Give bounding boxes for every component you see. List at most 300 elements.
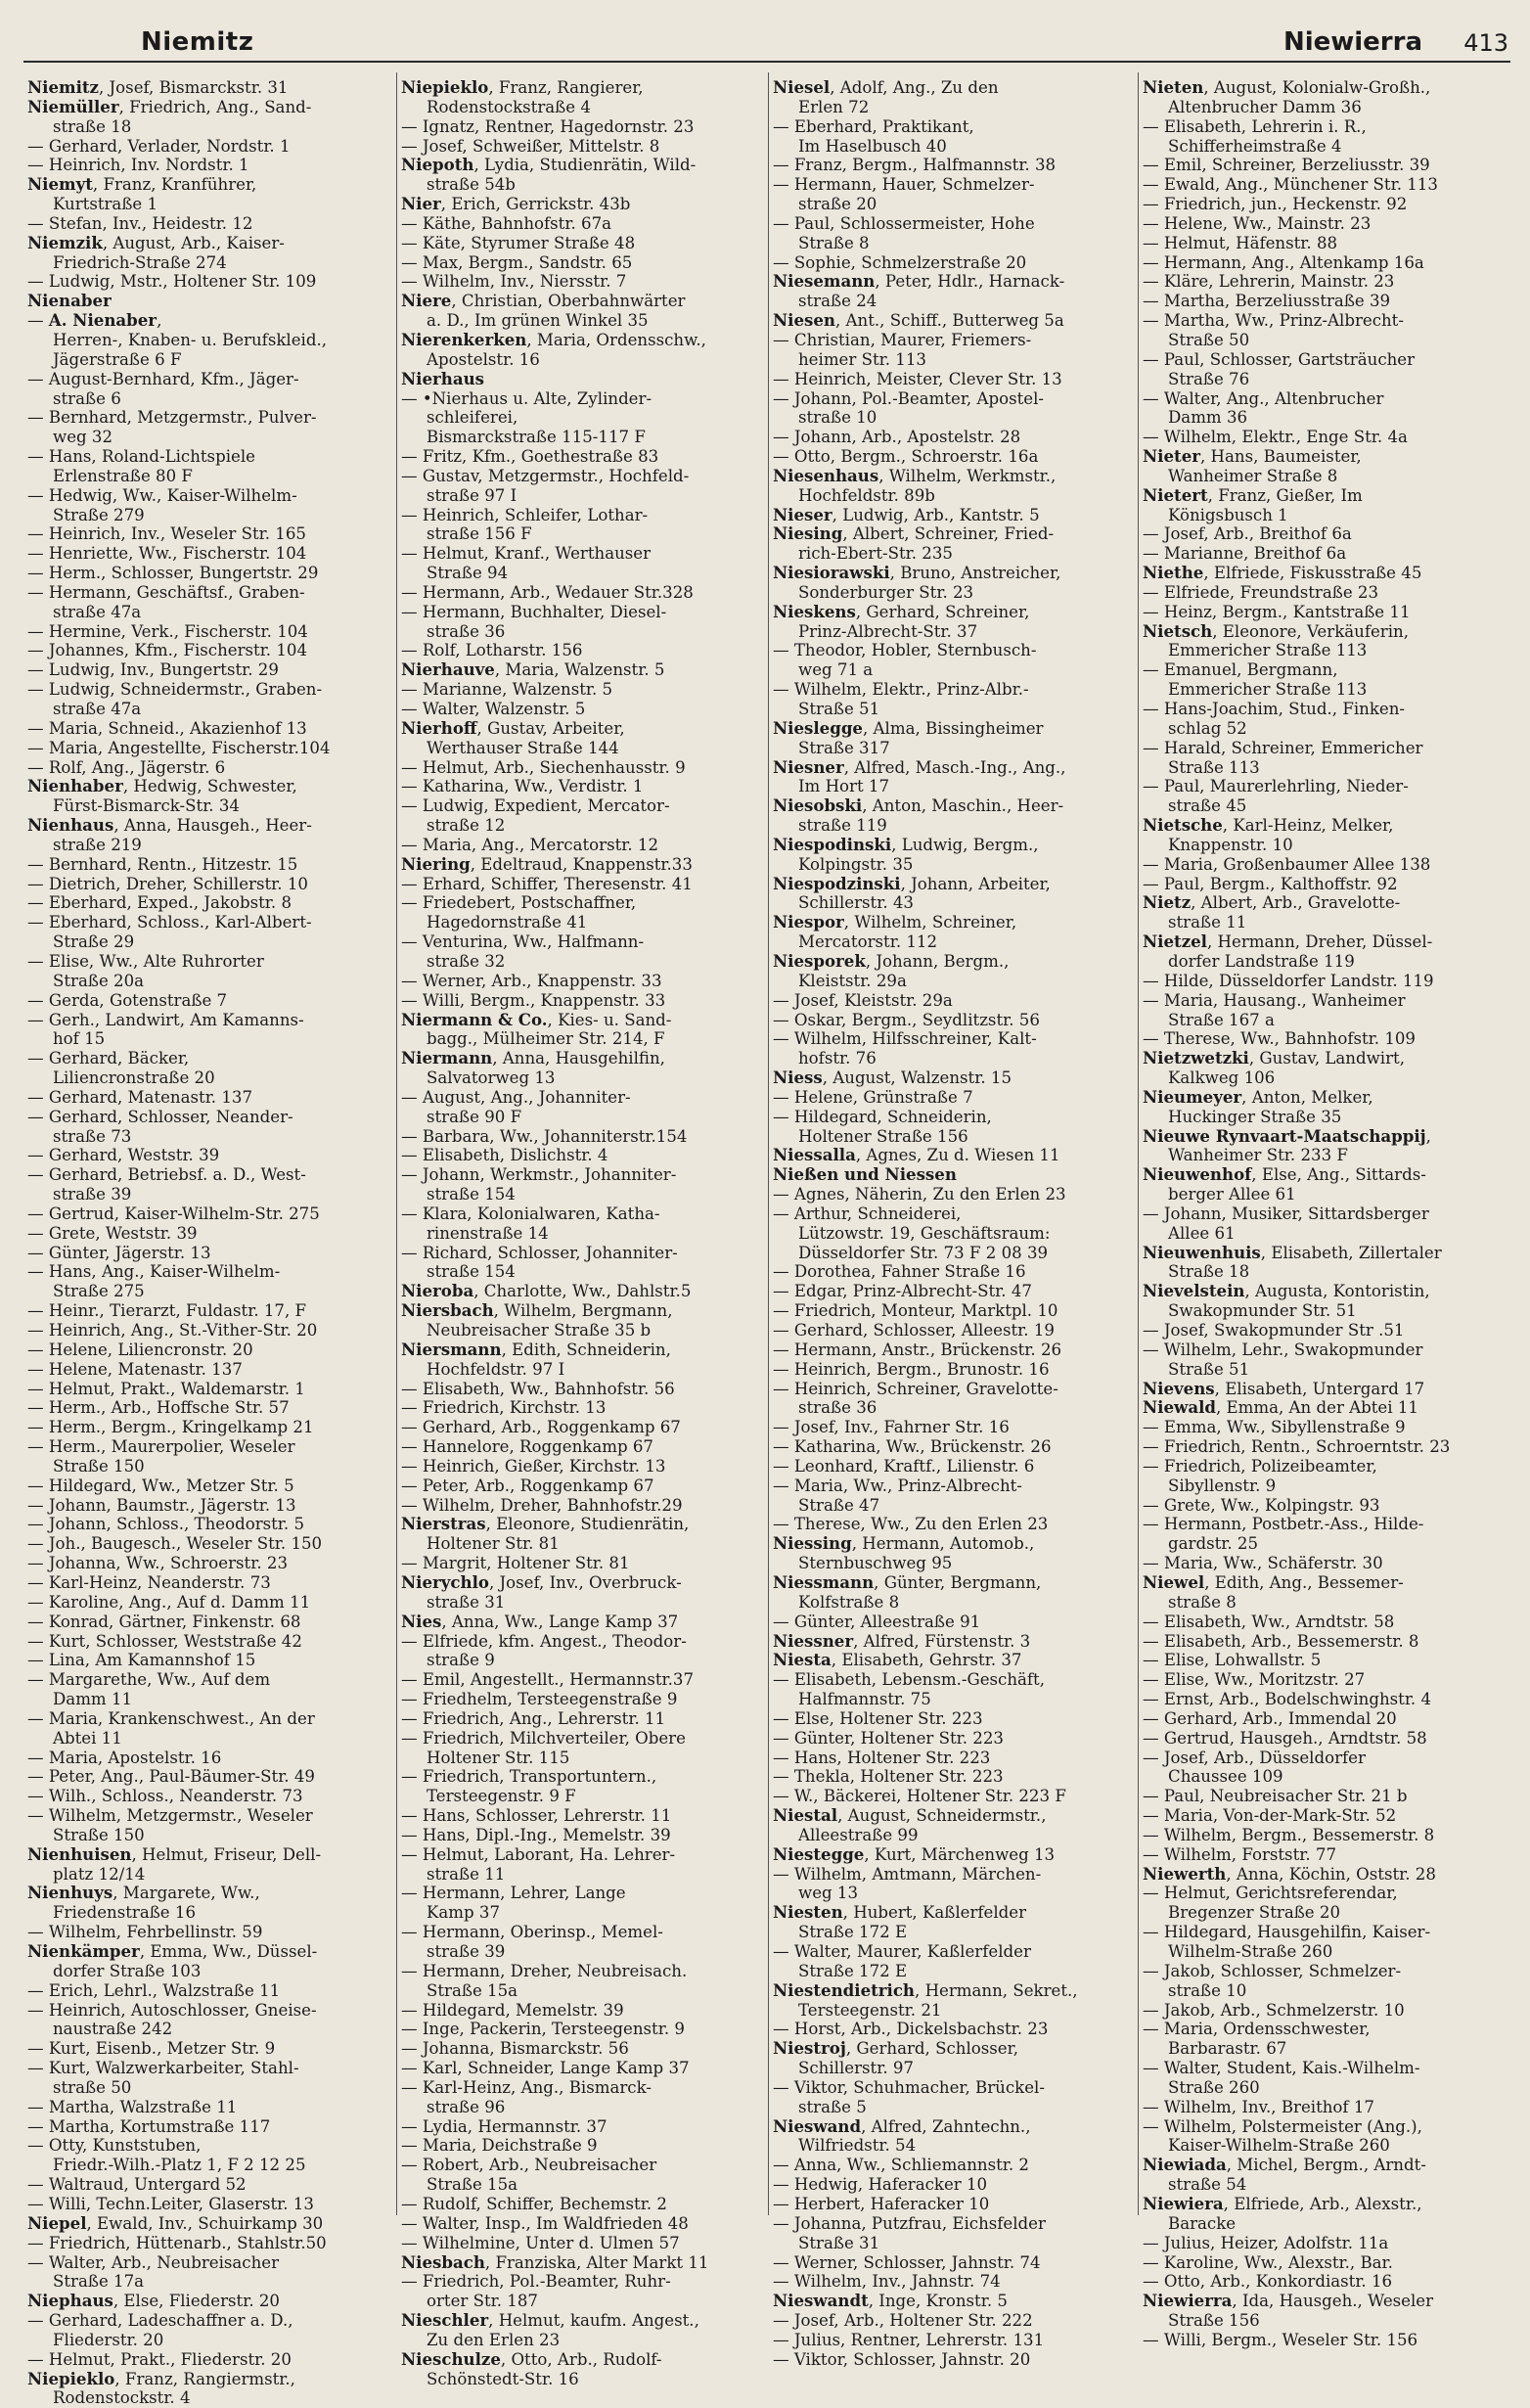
directory-entry-line: — Anna, Ww., Schliemannstr. 2 [773, 2156, 1029, 2175]
directory-entry-line: Niesen, Ant., Schiff., Butterweg 5a [773, 310, 1064, 331]
directory-entry-line: — Maria, Apostelstr. 16 [27, 1748, 222, 1767]
directory-entry-line: hofstr. 76 [798, 1049, 877, 1068]
directory-entry-line: Sibyllenstr. 9 [1168, 1476, 1277, 1495]
directory-entry-line: — Josef, Schweißer, Mittelstr. 8 [401, 136, 660, 156]
directory-entry-line: — Walter, Student, Kais.-Wilhelm- [1143, 2059, 1420, 2078]
directory-entry-line: — Werner, Schlosser, Jahnstr. 74 [773, 2252, 1041, 2272]
directory-entry-line: — Gerh., Landwirt, Am Kamanns- [27, 1010, 304, 1029]
directory-entry-line: straße 36 [427, 621, 506, 641]
directory-entry-line: — Johanna, Putzfrau, Eichsfelder [773, 2213, 1046, 2233]
directory-entry-line: hof 15 [53, 1029, 106, 1049]
directory-entry-line: — Walter, Maurer, Kaßlerfelder [773, 1942, 1031, 1961]
directory-entry-line: — Stefan, Inv., Heidestr. 12 [27, 213, 253, 233]
directory-entry-line: Erlenstraße 80 F [53, 466, 193, 485]
directory-entry-line: Schillerstr. 43 [798, 893, 914, 913]
directory-entry-line: Hagedornstraße 41 [427, 913, 588, 932]
directory-entry-line: dorfer Landstraße 119 [1168, 951, 1355, 971]
directory-entry-line: Straße 172 E [798, 1961, 908, 1980]
directory-entry-line: Allee 61 [1168, 1223, 1236, 1243]
directory-entry-line: — Martha, Kortumstraße 117 [27, 2116, 271, 2136]
directory-entry-line: Salvatorweg 13 [427, 1068, 556, 1088]
directory-entry-line: — Wilhelm, Elektr., Enge Str. 4a [1143, 428, 1408, 447]
directory-entry-line: — Käthe, Bahnhofstr. 67a [401, 213, 612, 233]
directory-entry-line: Kalkweg 106 [1168, 1068, 1276, 1088]
directory-entry-line: Niepoth, Lydia, Studienrätin, Wild- [401, 155, 697, 175]
directory-entry-line: — Julius, Heizer, Adolfstr. 11a [1143, 2233, 1389, 2252]
directory-entry-line: gardstr. 25 [1168, 1534, 1259, 1554]
directory-entry-line: — Heinr., Tierarzt, Fuldastr. 17, F [27, 1301, 307, 1321]
directory-entry-line: Straße 31 [798, 2233, 880, 2252]
directory-entry-line: — Theodor, Hobler, Sternbusch- [773, 641, 1037, 660]
directory-entry-line: — Josef, Kleiststr. 29a [773, 990, 953, 1010]
directory-entry-line: — Gerhard, Verlader, Nordstr. 1 [27, 136, 291, 156]
directory-entry-line: Holtener Str. 115 [427, 1748, 570, 1767]
directory-entry-line: Straße 76 [1168, 369, 1250, 388]
directory-entry-line: — Helene, Grünstraße 7 [773, 1087, 973, 1107]
directory-entry-line: Niere, Christian, Oberbahnwärter [401, 291, 686, 311]
directory-entry-line: straße 90 F [427, 1107, 522, 1126]
directory-entry-line: Niessner, Alfred, Fürstenstr. 3 [773, 1630, 1031, 1651]
directory-entry-line: — Maria, Hausang., Wanheimer [1143, 990, 1406, 1010]
directory-entry-line: — Maria, Ww., Schäferstr. 30 [1143, 1554, 1383, 1573]
directory-entry-line: Nienkämper, Emma, Ww., Düssel- [27, 1941, 318, 1961]
directory-entry-line: Niesobski, Anton, Maschin., Heer- [773, 795, 1064, 816]
directory-entry-line: Niewerth, Anna, Köchin, Oststr. 28 [1143, 1863, 1436, 1884]
directory-entry-line: Rodenstockstraße 4 [427, 97, 591, 116]
directory-entry-line: Niesing, Albert, Schreiner, Fried- [773, 523, 1055, 544]
directory-entry-line: Nietert, Franz, Gießer, Im [1143, 484, 1363, 505]
directory-entry-line: Damm 36 [1168, 408, 1248, 428]
directory-entry-line: — Helmut, Laborant, Ha. Lehrer- [401, 1844, 676, 1864]
directory-entry-line: Fürst-Bismarck-Str. 34 [53, 796, 240, 816]
directory-entry-line: — Herm., Schlosser, Bungertstr. 29 [27, 564, 319, 583]
directory-entry-line: Nieser, Ludwig, Arb., Kantstr. 5 [773, 504, 1040, 524]
directory-entry-line: Herren-, Knaben- u. Berufskleid., [53, 330, 327, 349]
directory-entry-line: — Else, Holtener Str. 223 [773, 1708, 983, 1728]
directory-entry-line: — Marianne, Walzenstr. 5 [401, 680, 613, 700]
directory-entry-line: Nienhuys, Margarete, Ww., [27, 1883, 260, 1903]
directory-entry-line: — Friedebert, Postschaffner, [401, 893, 637, 913]
directory-entry-line: — Gerda, Gotenstraße 7 [27, 990, 228, 1010]
directory-entry-line: — A. Nienaber, [27, 310, 162, 331]
directory-entry-line: Niepel, Ewald, Inv., Schuirkamp 30 [27, 2212, 324, 2233]
directory-entry-line: Straße 113 [1168, 757, 1260, 777]
directory-entry-line: — Marianne, Breithof 6a [1143, 544, 1347, 564]
directory-entry-line: Nienhaus, Anna, Hausgeh., Heer- [27, 815, 312, 836]
directory-entry-line: Lützowstr. 19, Geschäftsraum: [798, 1223, 1051, 1243]
directory-entry-line: straße 119 [798, 816, 887, 836]
directory-entry-line: Nier, Erich, Gerrickstr. 43b [401, 194, 631, 214]
directory-entry-line: — Katharina, Ww., Verdistr. 1 [401, 777, 644, 796]
directory-entry-line: — Franz, Bergm., Halfmannstr. 38 [773, 156, 1057, 175]
directory-entry-line: Bregenzer Straße 20 [1168, 1903, 1341, 1923]
directory-entry-line: Sternbuschweg 95 [798, 1554, 953, 1573]
directory-entry-line: — Johanna, Bismarckstr. 56 [401, 2039, 629, 2059]
directory-entry-line: straße 54b [427, 175, 516, 195]
directory-entry-line: Niesten, Hubert, Kaßlerfelder [773, 1902, 1027, 1923]
directory-entry-line: Im Haselbusch 40 [798, 136, 947, 156]
directory-entry-line: Straße 167 a [1168, 1010, 1275, 1029]
directory-entry-line: straße 24 [798, 292, 878, 311]
directory-entry-line: Niessalla, Agnes, Zu d. Wiesen 11 [773, 1145, 1060, 1165]
directory-entry-line: — Wilhelm, Forststr. 77 [1143, 1844, 1337, 1864]
directory-entry-line: Nierychlo, Josef, Inv., Overbruck- [401, 1571, 682, 1592]
directory-entry-line: — Ernst, Arb., Bodelschwinghstr. 4 [1143, 1690, 1432, 1709]
directory-entry-line: Niestendietrich, Hermann, Sekret., [773, 1979, 1078, 2000]
directory-entry-line: — Maria, Ww., Prinz-Albrecht- [773, 1476, 1022, 1495]
directory-entry-line: a. D., Im grünen Winkel 35 [427, 311, 649, 331]
directory-entry-line: — Helene, Liliencronstr. 20 [27, 1340, 253, 1359]
directory-entry-line: Straße 29 [53, 932, 135, 952]
column-divider [768, 72, 769, 2215]
directory-entry-line: Nietz, Albert, Arb., Gravelotte- [1143, 892, 1401, 913]
directory-entry-line: straße 156 F [427, 524, 532, 544]
directory-entry-line: Emmericher Straße 113 [1168, 641, 1368, 660]
directory-entry-line: — Erich, Lehrl., Walzstraße 11 [27, 1980, 281, 2000]
directory-entry-line: — Gerhard, Bäcker, [27, 1049, 190, 1068]
directory-entry-line: Nienaber [27, 291, 112, 311]
directory-entry-line: — Friedrich, Monteur, Marktpl. 10 [773, 1301, 1058, 1321]
directory-entry-line: Niewierra, Ida, Hausgeh., Weseler [1143, 2291, 1434, 2311]
directory-entry-line: — Peter, Arb., Roggenkamp 67 [401, 1476, 654, 1495]
directory-entry-line: Straße 260 [1168, 2077, 1260, 2097]
directory-entry-line: Altenbrucher Damm 36 [1168, 97, 1362, 116]
directory-entry-line: Mercatorstr. 112 [798, 932, 938, 952]
directory-entry-line: Straße 47 [798, 1495, 880, 1515]
header-left-title: Niemitz [141, 27, 254, 57]
directory-entry-line: Swakopmunder Str. 51 [1168, 1301, 1357, 1321]
directory-entry-line: — Wilhelm, Elektr., Prinz-Albr.- [773, 680, 1029, 700]
directory-entry-line: straße 154 [427, 1262, 516, 1282]
directory-entry-line: — Maria, Krankenschwest., An der [27, 1708, 315, 1728]
directory-entry-line: naustraße 242 [53, 2020, 173, 2039]
directory-entry-line: — Günter, Holtener Str. 223 [773, 1728, 1004, 1748]
directory-entry-line: — Jakob, Arb., Schmelzerstr. 10 [1143, 2000, 1405, 2020]
directory-entry-line: Niemyt, Franz, Kranführer, [27, 174, 257, 195]
directory-entry-line: — Kläre, Lehrerin, Mainstr. 23 [1143, 272, 1395, 292]
directory-entry-line: — Martha, Berzeliusstraße 39 [1143, 292, 1391, 311]
directory-entry-line: — Wilhelm, Hilfsschreiner, Kalt- [773, 1029, 1037, 1049]
directory-entry-line: Niepieklo, Franz, Rangierer, [401, 77, 644, 97]
directory-entry-line: Emmericher Straße 113 [1168, 680, 1368, 700]
directory-entry-line: Jägerstraße 6 F [53, 349, 182, 369]
directory-entry-line: — Edgar, Prinz-Albrecht-Str. 47 [773, 1282, 1032, 1301]
directory-entry-line: Neubreisacher Straße 35 b [427, 1321, 652, 1340]
directory-entry-line: — Elisabeth, Lehrerin i. R., [1143, 116, 1367, 136]
directory-entry-line: Nieroba, Charlotte, Ww., Dahlstr.5 [401, 1281, 692, 1301]
directory-entry-line: — Maria, Schneid., Akazienhof 13 [27, 718, 307, 738]
directory-entry-line: — Kurt, Walzwerkarbeiter, Stahl- [27, 2059, 299, 2078]
directory-entry-line: — Waltraud, Untergard 52 [27, 2175, 247, 2195]
directory-entry-line: Niessmann, Günter, Bergmann, [773, 1571, 1042, 1592]
directory-entry-line: — Margrit, Holtener Str. 81 [401, 1554, 630, 1573]
directory-entry-line: Nierhoff, Gustav, Arbeiter, [401, 717, 625, 738]
directory-entry-line: — Hans, Ang., Kaiser-Wilhelm- [27, 1262, 281, 1282]
directory-entry-line: straße 32 [427, 951, 506, 971]
directory-entry-line: Damm 11 [53, 1690, 133, 1709]
directory-entry-line: Niestroj, Gerhard, Schlosser, [773, 2038, 1018, 2059]
directory-entry-line: — Oskar, Bergm., Seydlitzstr. 56 [773, 1010, 1040, 1029]
directory-entry-line: — Wilhelm, Inv., Niersstr. 7 [401, 272, 627, 292]
directory-entry-line: Nievelstein, Augusta, Kontoristin, [1143, 1281, 1430, 1301]
directory-entry-line: Straße 156 [1168, 2311, 1260, 2331]
directory-entry-line: Nierstras, Eleonore, Studienrätin, [401, 1514, 690, 1534]
directory-entry-line: Halfmannstr. 75 [798, 1690, 931, 1709]
directory-entry-line: — Max, Bergm., Sandstr. 65 [401, 252, 633, 272]
directory-entry-line: — Rolf, Lotharstr. 156 [401, 641, 583, 660]
directory-entry-line: — Hildegard, Ww., Metzer Str. 5 [27, 1476, 294, 1495]
directory-entry-line: — Friedrich, Pol.-Beamter, Ruhr- [401, 2272, 671, 2292]
directory-entry-line: Kurtstraße 1 [53, 195, 158, 214]
directory-entry-line: — Josef, Arb., Breithof 6a [1143, 524, 1352, 544]
directory-entry-line: Hochfeldstr. 97 I [427, 1359, 565, 1379]
directory-entry-line: Nievens, Elisabeth, Untergard 17 [1143, 1378, 1425, 1398]
directory-entry-line: Im Hort 17 [798, 777, 890, 796]
directory-entry-line: — Viktor, Schuhmacher, Brückel- [773, 2077, 1045, 2097]
directory-entry-line: — Gerhard, Betriebsf. a. D., West- [27, 1165, 306, 1185]
directory-entry-line: Kamp 37 [427, 1903, 501, 1923]
directory-entry-line: — Helmut, Prakt., Fliederstr. 20 [27, 2349, 292, 2369]
directory-entry-line: Straße 51 [798, 700, 880, 718]
directory-entry-line: — Elisabeth, Dislichstr. 4 [401, 1146, 608, 1165]
directory-entry-line: Straße 279 [53, 505, 145, 524]
directory-entry-line: — Otto, Bergm., Schroerstr. 16a [773, 447, 1039, 467]
directory-entry-line: — Wilhelm, Metzgermstr., Weseler [27, 1806, 313, 1826]
directory-entry-line: straße 47a [53, 700, 142, 718]
directory-entry-line: — Friedrich, Polizeibeamter, [1143, 1456, 1377, 1476]
directory-entry-line: Friedrich-Straße 274 [53, 252, 227, 272]
directory-entry-line: Abtei 11 [53, 1728, 122, 1748]
directory-entry-line: Nieumeyer, Anton, Melker, [1143, 1086, 1373, 1107]
directory-entry-line: — Christian, Maurer, Friemers- [773, 330, 1032, 349]
directory-entry-line: Tersteegenstr. 21 [798, 2000, 942, 2020]
directory-entry-line: — W., Bäckerei, Holtener Str. 223 F [773, 1787, 1066, 1806]
directory-entry-line: — Ludwig, Schneidermstr., Graben- [27, 680, 323, 700]
directory-entry-line: Niewiada, Michel, Bergm., Arndt- [1143, 2155, 1426, 2175]
directory-entry-line: — Hermann, Dreher, Neubreisach. [401, 1961, 688, 1980]
directory-entry-line: — Gerhard, Schlosser, Alleestr. 19 [773, 1321, 1055, 1340]
directory-entry-line: — Gerhard, Arb., Roggenkamp 67 [401, 1418, 681, 1437]
directory-entry-line: Niessing, Hermann, Automob., [773, 1533, 1035, 1554]
directory-entry-line: — Gerhard, Matenastr. 137 [27, 1087, 253, 1107]
directory-entry-line: — Maria, Ang., Mercatorstr. 12 [401, 835, 659, 854]
directory-entry-line: — Johann, Baumstr., Jägerstr. 13 [27, 1495, 296, 1515]
directory-entry-line: Knappenstr. 10 [1168, 835, 1293, 854]
directory-entry-line: straße 20 [798, 195, 878, 214]
directory-entry-line: straße 6 [53, 388, 121, 408]
directory-entry-line: — Walter, Arb., Neubreisacher [27, 2252, 280, 2272]
directory-entry-line: straße 31 [427, 1592, 506, 1612]
directory-entry-line: — Hans, Holtener Str. 223 [773, 1748, 991, 1767]
directory-entry-line: — Wilhelmine, Unter d. Ulmen 57 [401, 2233, 680, 2252]
directory-entry-line: — Therese, Ww., Bahnhofstr. 109 [1143, 1029, 1416, 1049]
directory-entry-line: — Emil, Angestellt., Hermannstr.37 [401, 1670, 695, 1690]
directory-entry-line: Niespor, Wilhelm, Schreiner, [773, 912, 1017, 932]
directory-entry-line: Nieschulze, Otto, Arb., Rudolf- [401, 2348, 662, 2369]
column-divider [396, 72, 397, 2215]
directory-entry-line: — Herm., Maurerpolier, Weseler [27, 1437, 295, 1457]
directory-entry-line: Niermann, Anna, Hausgehilfin, [401, 1048, 665, 1068]
directory-entry-line: — Karoline, Ww., Alexstr., Bar. [1143, 2252, 1393, 2272]
directory-entry-line: — Elfriede, kfm. Angest., Theodor- [401, 1631, 687, 1651]
directory-entry-line: — Harald, Schreiner, Emmericher [1143, 738, 1423, 757]
directory-entry-line: — Jakob, Schlosser, Schmelzer- [1143, 1961, 1402, 1980]
directory-entry-line: straße 96 [427, 2097, 506, 2116]
directory-entry-line: Schifferheimstraße 4 [1168, 136, 1342, 156]
directory-entry-line: Niess, August, Walzenstr. 15 [773, 1068, 1012, 1088]
directory-entry-line: weg 13 [798, 1884, 859, 1903]
directory-entry-line: Straße 51 [1168, 1359, 1250, 1379]
column-4 [1143, 77, 1505, 2349]
directory-entry-line: — Kurt, Eisenb., Metzer Str. 9 [27, 2039, 276, 2059]
directory-entry-line: straße 47a [53, 602, 142, 621]
directory-entry-line: straße 18 [53, 116, 132, 136]
directory-entry-line: — Ludwig, Expedient, Mercator- [401, 796, 670, 816]
directory-entry-line: Straße 17a [53, 2272, 145, 2292]
directory-entry-line: — Leonhard, Kraftf., Lilienstr. 6 [773, 1456, 1035, 1476]
directory-entry-line: — Käte, Styrumer Straße 48 [401, 233, 636, 252]
directory-entry-line: — Therese, Ww., Zu den Erlen 23 [773, 1515, 1049, 1534]
directory-entry-line: — Grete, Ww., Kolpingstr. 93 [1143, 1495, 1380, 1515]
directory-entry-line: — Hermine, Verk., Fischerstr. 104 [27, 621, 308, 641]
directory-entry-line: — Heinrich, Schleifer, Lothar- [401, 505, 649, 524]
directory-entry-line: — Erhard, Schiffer, Theresenstr. 41 [401, 874, 693, 893]
directory-entry-line: — Martha, Walzstraße 11 [27, 2097, 238, 2116]
directory-entry-line: — Walter, Walzenstr. 5 [401, 700, 586, 718]
directory-entry-line: straße 54 [1168, 2175, 1247, 2195]
directory-entry-line: Niewel, Edith, Ang., Bessemer- [1143, 1571, 1404, 1592]
directory-entry-line: — Otto, Arb., Konkordiastr. 16 [1143, 2272, 1393, 2292]
directory-entry-line: straße 73 [53, 1126, 132, 1146]
directory-entry-line: — Richard, Schlosser, Johanniter- [401, 1243, 678, 1262]
directory-entry-line: — Julius, Rentner, Lehrerstr. 131 [773, 2330, 1045, 2349]
directory-entry-line: — Karl, Schneider, Lange Kamp 37 [401, 2059, 690, 2078]
directory-entry-line: Niewald, Emma, An der Abtei 11 [1143, 1397, 1418, 1418]
directory-entry-line: Barbarastr. 67 [1168, 2039, 1287, 2059]
directory-entry-line: Nietzwetzki, Gustav, Landwirt, [1143, 1048, 1405, 1068]
directory-entry-line: Niesta, Elisabeth, Gehrstr. 37 [773, 1650, 1022, 1670]
directory-entry-line: — Gerhard, Schlosser, Neander- [27, 1107, 293, 1126]
directory-entry-line: Nieuwenhof, Else, Ang., Sittards- [1143, 1164, 1426, 1185]
directory-entry-line: — Helmut, Arb., Siechenhausstr. 9 [401, 757, 686, 777]
directory-entry-line: — Emma, Ww., Sibyllenstraße 9 [1143, 1418, 1406, 1437]
directory-entry-line: weg 32 [53, 428, 113, 447]
directory-entry-line: — Friedrich, Kirchstr. 13 [401, 1398, 607, 1418]
directory-entry-line: Nies, Anna, Ww., Lange Kamp 37 [401, 1611, 679, 1631]
directory-entry-line: Wilhelm-Straße 260 [1168, 1942, 1333, 1961]
directory-entry-line: — Gertrud, Kaiser-Wilhelm-Str. 275 [27, 1204, 320, 1223]
directory-entry-line: — Hedwig, Haferacker 10 [773, 2175, 988, 2195]
directory-entry-line: — Heinrich, Autoschlosser, Gneise- [27, 2000, 317, 2020]
directory-entry-line: — Elise, Ww., Alte Ruhrorter [27, 951, 264, 971]
directory-entry-line: Straße 20a [53, 971, 145, 990]
directory-entry-line: Nietsche, Karl-Heinz, Melker, [1143, 815, 1394, 836]
directory-entry-line: Nienhaber, Hedwig, Schwester, [27, 776, 297, 796]
directory-entry-line: — Sophie, Schmelzerstraße 20 [773, 252, 1027, 272]
directory-entry-line: — Elisabeth, Lebensm.-Geschäft, [773, 1670, 1046, 1690]
directory-entry-line: — Heinrich, Gießer, Kirchstr. 13 [401, 1456, 666, 1476]
directory-entry-line: Nieter, Hans, Baumeister, [1143, 446, 1362, 467]
directory-entry-line: — Günter, Jägerstr. 13 [27, 1243, 211, 1262]
directory-entry-line: — Hermann, Ang., Altenkamp 16a [1143, 252, 1424, 272]
directory-entry-line: Straße 50 [1168, 330, 1250, 349]
directory-entry-line: — Hannelore, Roggenkamp 67 [401, 1437, 653, 1457]
directory-entry-line: Straße 15a [427, 1980, 518, 2000]
directory-entry-line: Nieuwe Rynvaart-Maatschappij, [1143, 1125, 1431, 1146]
directory-entry-line: bagg., Mülheimer Str. 214, F [427, 1029, 665, 1049]
directory-entry-line: — Helmut, Häfenstr. 88 [1143, 233, 1338, 252]
directory-entry-line: — Herm., Bergm., Kringelkamp 21 [27, 1418, 314, 1437]
directory-entry-line: Baracke [1168, 2213, 1237, 2233]
directory-entry-line: straße 39 [427, 1942, 506, 1961]
directory-entry-line: — Helene, Matenastr. 137 [27, 1359, 243, 1379]
directory-entry-line: Sonderburger Str. 23 [798, 582, 974, 602]
directory-entry-line: schleiferei, [427, 408, 518, 428]
directory-entry-line: — Elisabeth, Ww., Bahnhofstr. 56 [401, 1379, 675, 1398]
directory-entry-line: — Thekla, Holtener Str. 223 [773, 1767, 1004, 1787]
directory-entry-line: — Hermann, Geschäftsf., Graben- [27, 582, 305, 602]
directory-entry-line: Wanheimer Straße 8 [1168, 466, 1338, 485]
directory-entry-line: — Wilhelm, Polstermeister (Ang.), [1143, 2116, 1422, 2136]
directory-entry-line: Werthauser Straße 144 [427, 738, 619, 757]
directory-entry-line: — Heinrich, Bergm., Brunostr. 16 [773, 1359, 1050, 1379]
directory-entry-line: Niemzik, August, Arb., Kaiser- [27, 232, 285, 252]
directory-entry-line: — Emil, Schreiner, Berzeliusstr. 39 [1143, 156, 1430, 175]
directory-entry-line: — Elise, Lohwallstr. 5 [1143, 1651, 1322, 1670]
directory-entry-line: — Wilhelm, Amtmann, Märchen- [773, 1864, 1042, 1884]
directory-entry-line: — Kurt, Schlosser, Weststraße 42 [27, 1631, 302, 1651]
directory-entry-line: — Heinrich, Meister, Clever Str. 13 [773, 369, 1062, 388]
directory-entry-line: straße 36 [798, 1398, 878, 1418]
directory-entry-line: platz 12/14 [53, 1864, 146, 1884]
directory-entry-line: Straße 15a [427, 2175, 518, 2195]
directory-entry-line: — Ewald, Ang., Münchener Str. 113 [1143, 175, 1438, 195]
directory-entry-line: — Hans, Schlosser, Lehrerstr. 11 [401, 1806, 672, 1826]
directory-entry-line: Straße 150 [53, 1456, 145, 1476]
directory-entry-line: — Katharina, Ww., Brückenstr. 26 [773, 1437, 1052, 1457]
directory-entry-line: Niersbach, Wilhelm, Bergmann, [401, 1300, 673, 1321]
directory-entry-line: Straße 172 E [798, 1923, 908, 1942]
directory-entry-line: — Walter, Insp., Im Waldfrieden 48 [401, 2213, 689, 2233]
directory-entry-line: — Paul, Schlosser, Gartsträucher [1143, 349, 1416, 369]
directory-entry-line: Rodenstockstr. 4 [53, 2388, 191, 2408]
directory-entry-line: Erlen 72 [798, 97, 870, 116]
directory-entry-line: Holtener Str. 81 [427, 1534, 560, 1554]
directory-entry-line: — Paul, Schlossermeister, Hohe [773, 213, 1035, 233]
directory-entry-line: — Fritz, Kfm., Goethestraße 83 [401, 447, 659, 467]
directory-entry-line: straße 39 [53, 1185, 132, 1204]
directory-entry-line: — Friedrich, Transportuntern., [401, 1767, 657, 1787]
directory-entry-line: — Maria, Großenbaumer Allee 138 [1143, 854, 1431, 874]
directory-entry-line: Nietzel, Hermann, Dreher, Düssel- [1143, 931, 1433, 952]
directory-entry-line: — Johannes, Kfm., Fischerstr. 104 [27, 641, 308, 660]
directory-entry-line: — Willi, Techn.Leiter, Glaserstr. 13 [27, 2194, 314, 2213]
directory-entry-line: orter Str. 187 [427, 2292, 538, 2311]
directory-entry-line: — Gerhard, Weststr. 39 [27, 1146, 220, 1165]
directory-entry-line: Schillerstr. 97 [798, 2059, 914, 2078]
page-number: 413 [1463, 29, 1508, 57]
directory-entry-line: Wilfriedstr. 54 [798, 2136, 917, 2156]
directory-entry-line: Hochfeldstr. 89b [798, 485, 935, 505]
directory-entry-line: Niesbach, Franziska, Alter Markt 11 [401, 2251, 709, 2272]
directory-entry-line: — Josef, Arb., Holtener Str. 222 [773, 2311, 1033, 2331]
directory-entry-line: — Friedrich, Rentn., Schroerntstr. 23 [1143, 1437, 1451, 1457]
directory-entry-line: Bismarckstraße 115-117 F [427, 428, 646, 447]
header-right-title: Niewierra [1282, 27, 1422, 57]
directory-entry-line: straße 10 [1168, 1980, 1247, 2000]
directory-entry-line: — Henriette, Ww., Fischerstr. 104 [27, 544, 307, 564]
directory-entry-line: — Hans-Joachim, Stud., Finken- [1143, 700, 1405, 718]
